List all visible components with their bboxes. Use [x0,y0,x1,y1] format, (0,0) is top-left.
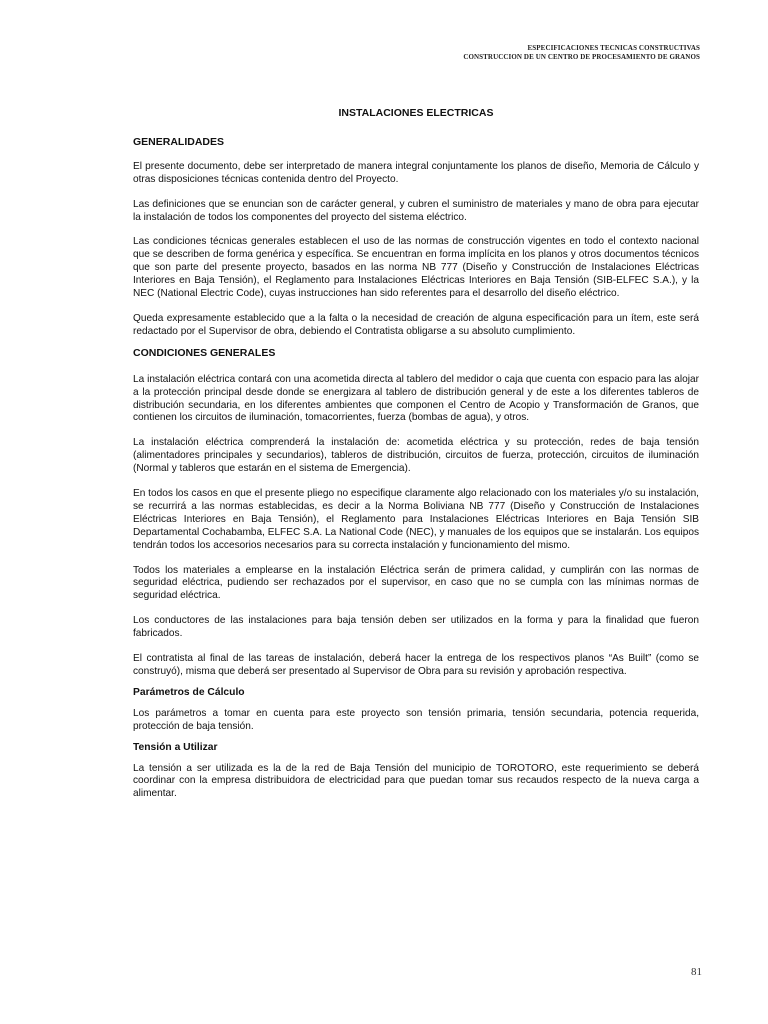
heading-parametros-de-calculo: Parámetros de Cálculo [133,686,245,698]
running-header [463,44,700,62]
heading-tension-a-utilizar: Tensión a Utilizar [133,741,218,753]
heading-condiciones-generales: CONDICIONES GENERALES [133,346,276,359]
paragraph: Los conductores de las instalaciones para baja tensión deben ser utilizados en la forma y para la finalidad que fueron fabricados. [133,615,699,640]
header-line-1: ESPECIFICACIONES TECNICAS CONSTRUCTIVAS [527,44,700,52]
paragraph: Las definiciones que se enuncian son de carácter general, y cubren el suministro de materiales y mano de obra para ejecutar la instalación de todos los componentes del proyecto del sistema eléctrico. [133,198,699,223]
paragraph: El contratista al final de las tareas de instalación, deberá hacer la entrega de los respectivos planos “As Built” (como se construyó), misma que deberá ser presentado al Supervisor de Obra para su revisión y aprobación respectiva. [133,653,699,677]
paragraph: En todos los casos en que el presente pliego no especifique claramente algo relacionado con los materiales y/o su instalación, se recurrirá a las normas establecidas, es decir a la Norma Boliviana NB 777 (Diseño y Construcción de Instalaciones Eléctricas Interiores en Baja Tensión), el Reglamento para Instalaciones Eléctricas Interiores en Baja Tensión SIB Departamental Cochabamba, ELFEC S.A. La National Code (NEC), y manuales de los equipos que se instalarán. Los equipos tendrán todos los accesorios necesarios para su correcta instalación y funcionamiento del mismo. [133,488,699,551]
paragraph: Los parámetros a tomar en cuenta para este proyecto son tensión primaria, tensión secundaria, potencia requerida, protección de baja tensión. [133,707,699,732]
paragraph: La instalación eléctrica contará con una acometida directa al tablero del medidor o caja que cuenta con espacio para las alojar a la protección principal desde donde se energizara al tablero de distribución general y de este a los diferentes tableros de distribución secundaria, en los diferentes ambientes que componen el Centro de Acopio y Transformación de Granos, que contienen los circuitos de iluminación, tomacorrientes, fuerza (bombas de agua), y otros. [133,373,699,424]
heading-generalidades: GENERALIDADES [133,135,225,148]
paragraph: Todos los materiales a emplearse en la instalación Eléctrica serán de primera calidad, y cumplirán con las normas de seguridad eléctrica, pudiendo ser rechazados por el supervisor, en caso que no se cumpla con las mínimas normas de seguridad eléctrica. [133,564,699,602]
paragraph: Las condiciones técnicas generales establecen el uso de las normas de construcción vigentes en todo el contexto nacional que se describen de forma genérica y específica. Se encuentran en forma implícita en los planos y otros documentos técnicos que son parte del presente proyecto, basados en las norma NB 777 (Diseño y Construcción de Instalaciones Eléctricas Interiores en Baja Tensión), el Reglamento para Instalaciones Eléctricas Interiores en Baja Tensión (SIB-ELFEC S.A.), y la NEC (National Electric Code), cuyas instrucciones han sido referentes para el desarrollo del diseño eléctrico. [133,236,699,300]
page-title: INSTALACIONES ELECTRICAS [338,107,494,119]
page-number: 81 [691,966,702,978]
header-line-2: CONSTRUCCION DE UN CENTRO DE PROCESAMIENTO DE GRANOS [463,53,700,61]
paragraph: Queda expresamente establecido que a la falta o la necesidad de creación de alguna especificación para un ítem, este será redactado por el Supervisor de obra, debiendo el Contratista obligarse a su absoluto cumplimiento. [133,312,699,337]
paragraph: La instalación eléctrica comprenderá la instalación de: acometida eléctrica y su protección, redes de baja tensión (alimentadores principales y secundarios), tableros de distribución, circuitos de fuerza, protección, circuitos de iluminación (Normal y tableros que estarán en el sistema de Emergencia). [133,437,699,475]
body-content [133,107,699,813]
paragraph: La tensión a ser utilizada es la de la red de Baja Tensión del municipio de TOROTORO, este requerimiento se deberá coordinar con la empresa distribuidora de electricidad para que puedan tomar sus recaudos respecto de la nueva carga a alimentar. [133,762,699,800]
paragraph: El presente documento, debe ser interpretado de manera integral conjuntamente los planos de diseño, Memoria de Cálculo y otras disposiciones técnicas contenida dentro del Proyecto. [133,160,699,185]
